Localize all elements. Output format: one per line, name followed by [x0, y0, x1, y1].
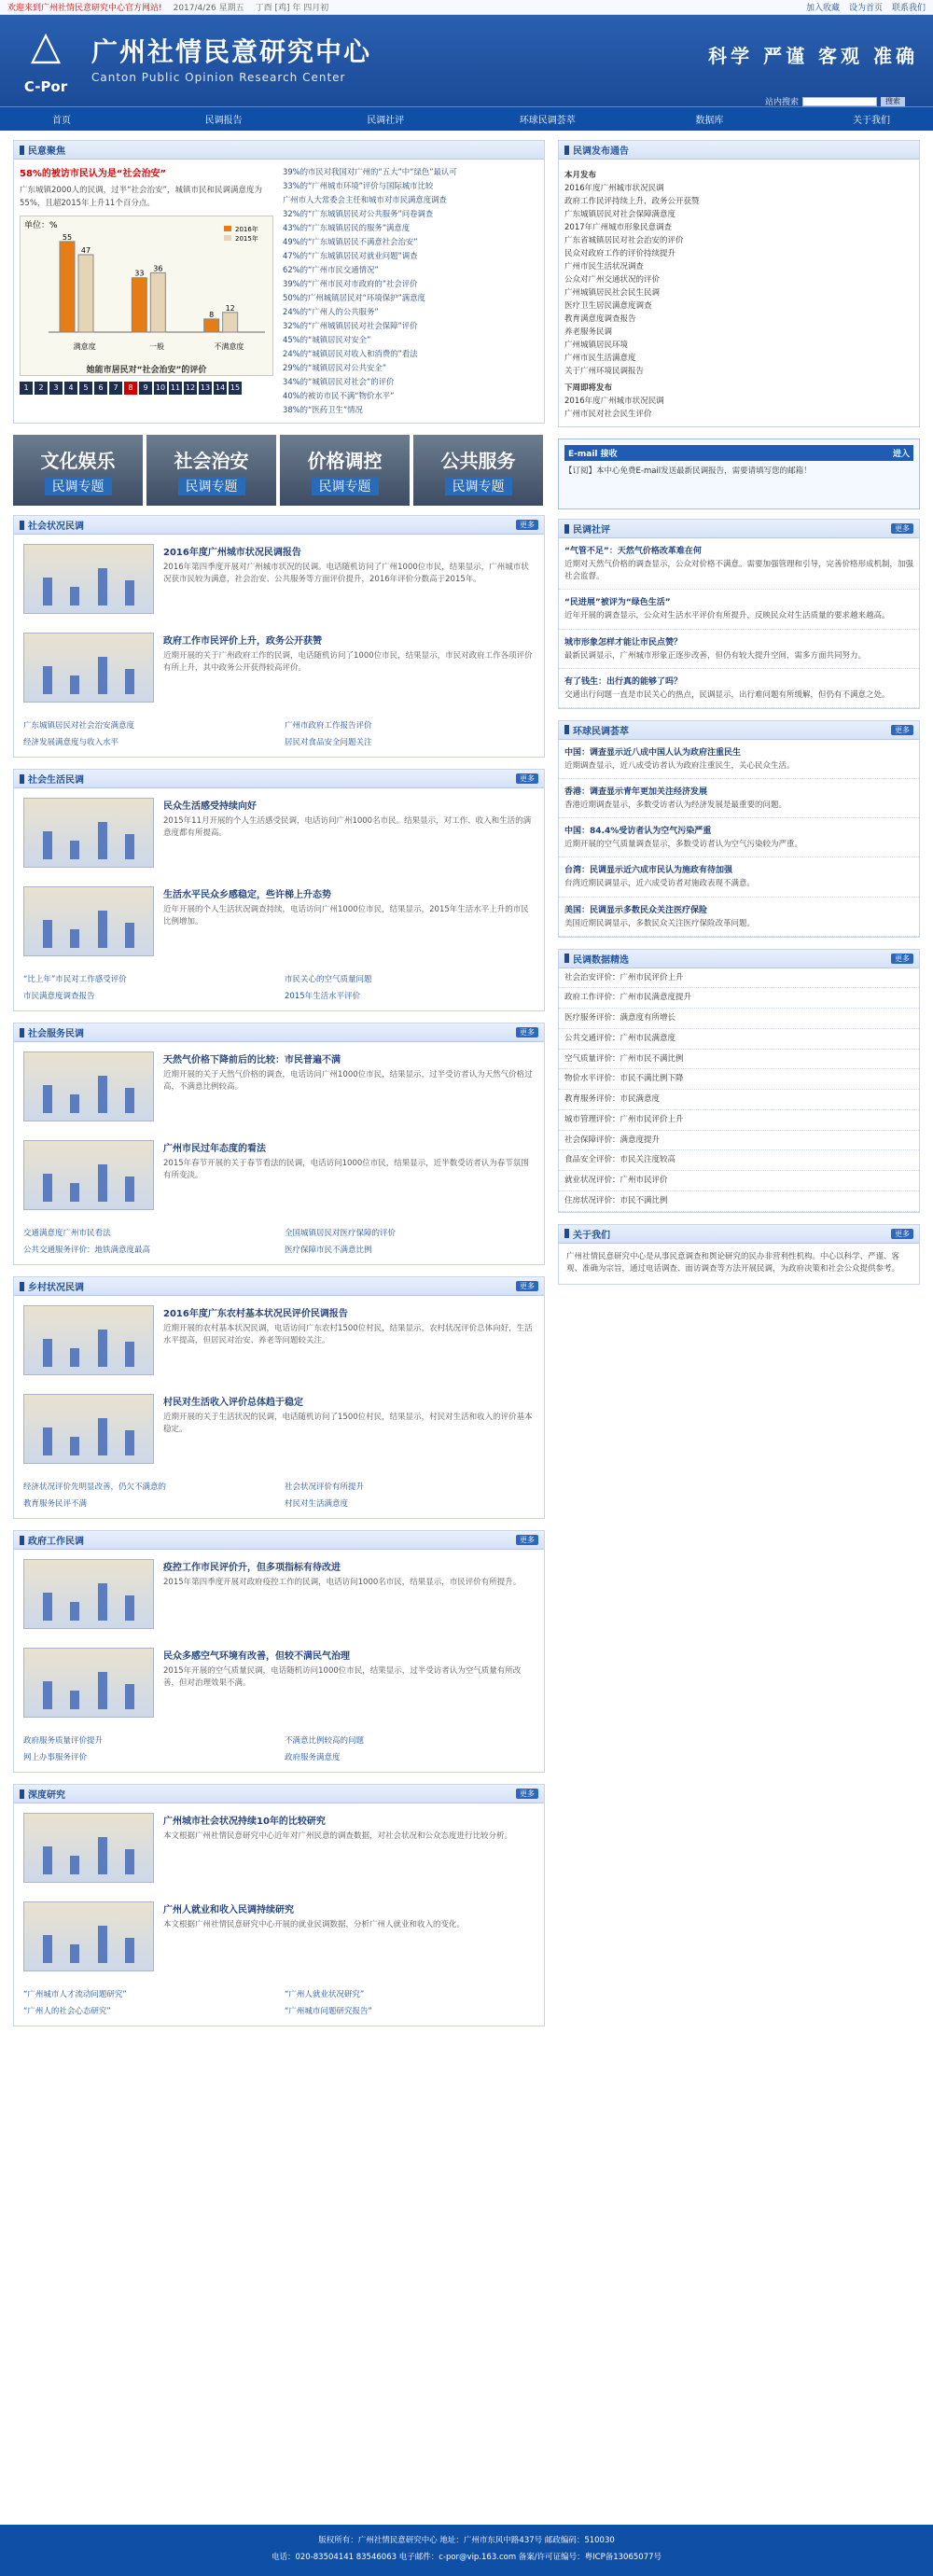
search-label: 站内搜索 — [764, 98, 799, 107]
publish-item[interactable]: 政府工作民评持续上升，政务公开获赞 — [564, 197, 700, 206]
email-desc: 【订阅】本中心免费E-mail发送最新民调报告，需要请填写您的邮箱！ — [564, 466, 812, 476]
side-column — [558, 140, 920, 2038]
global-item: 中国：调查显示近八成中国人认为政府注重民生 近期调查显示，近八成受访者认为政府注重民生，关心民众生活。 — [559, 740, 919, 779]
page-14[interactable]: 14 — [214, 382, 227, 395]
comment-item: “气管不足”：天然气价格改革难在何 近期对天然气价格的调查显示，公众对价格不满意。需要加强管理和引导，完善价格形成机制，加强社会监督。 — [559, 538, 919, 590]
category-label: 一般 — [149, 342, 164, 352]
article-title[interactable]: 2016年度广东农村基本状况民评价民调报告 — [163, 1309, 348, 1319]
section-links — [14, 1727, 544, 1772]
global-item: 香港：调查显示青年更加关注经济发展 香港近期调查显示，多数受访者认为经济发展是最重要的问题。 — [559, 779, 919, 818]
article-image — [23, 1140, 154, 1210]
more-button[interactable]: 更多 — [516, 520, 538, 530]
global-box — [558, 720, 920, 938]
article-image — [23, 1051, 154, 1121]
publish-title: 民调发布通告 — [564, 143, 629, 157]
nav-reports[interactable]: 民调报告 — [204, 116, 243, 126]
article-title[interactable]: 民众生活感受持续向好 — [163, 801, 257, 812]
section-link[interactable]: “广州人就业状况研究” — [285, 1990, 365, 1999]
banner-security[interactable]: 社会治安 民调专题 — [146, 435, 276, 506]
article-card — [14, 1385, 544, 1473]
weather-text: 丁酉 [鸡] 年 四月初 — [255, 4, 329, 13]
article-text — [163, 1140, 535, 1210]
section-links — [14, 1473, 544, 1518]
page-9[interactable]: 9 — [139, 382, 152, 395]
publish-item[interactable]: 广州市民生活状况调查 — [564, 262, 645, 272]
email-title: E-mail 接收 — [568, 450, 618, 459]
banner-culture[interactable]: 文化娱乐 民调专题 — [13, 435, 143, 506]
section-link[interactable]: 市民关心的空气质量问题 — [285, 975, 372, 984]
banner-public[interactable]: 公共服务 民调专题 — [413, 435, 543, 506]
section-title: 社会生活民调 — [20, 772, 84, 786]
section-link[interactable]: 经济状况评价先明显改善，仍欠不满意的 — [23, 1483, 167, 1492]
article-card — [14, 1638, 544, 1727]
section-link[interactable]: “广州人的社会心态研究” — [23, 2007, 111, 2016]
focus-content — [14, 160, 544, 423]
global-header — [559, 721, 919, 740]
article-title[interactable]: 政府工作市民评价上升，政务公开获赞 — [163, 636, 322, 647]
focus-section — [13, 140, 545, 424]
data-item[interactable]: 住房状况评价：市民不满比例 — [559, 1191, 919, 1212]
publish-item[interactable]: 广东城镇居民对社会保障满意度 — [564, 210, 676, 219]
focus-list-item[interactable]: 49%的“广东城镇居民不满意社会治安” — [283, 237, 418, 246]
nav-global[interactable]: 环球民调荟萃 — [519, 116, 576, 126]
data-item[interactable]: 社会治安评价：广州市民评价上升 — [559, 968, 919, 989]
nav-home[interactable]: 首页 — [52, 116, 71, 126]
data-label: 8 — [209, 311, 215, 320]
section-link[interactable]: 市民满意度调查报告 — [23, 992, 95, 1001]
focus-list-item[interactable]: 40%的被访市民不满“物价水平” — [283, 391, 395, 400]
section-header — [14, 1531, 544, 1550]
footer-line-2: 电话：020-83504141 83546063 电子邮件：c-por@vip.163.com 备案/许可证编号：粤ICP备13065077号 — [271, 2553, 662, 2562]
article-text — [163, 544, 535, 614]
section-3 — [13, 1276, 545, 1519]
footer — [0, 2525, 933, 2576]
article-text — [163, 633, 535, 703]
focus-list-item[interactable]: 45%的“城镇居民对安全” — [283, 335, 371, 344]
section-links — [14, 712, 544, 757]
about-text: 广州社情民意研究中心是从事民意调查和舆论研究的民办非营利性机构。中心以科学、严谨、客观、准确为宗旨，通过电话调查、面访调查等方法开展民调，为政府决策和社会公众提供参考。 — [566, 1251, 900, 1274]
nav-comments[interactable]: 民调社评 — [367, 116, 405, 126]
page-3[interactable]: 3 — [49, 382, 63, 395]
data-label: 55 — [62, 233, 73, 243]
section-header — [14, 770, 544, 788]
publish-box — [558, 140, 920, 427]
section-links — [14, 1219, 544, 1264]
article-title[interactable]: 村民对生活收入评价总体趋于稳定 — [163, 1398, 303, 1408]
data-label: 33 — [134, 269, 145, 278]
data-item[interactable]: 医疗服务评价：满意度有所增长 — [559, 1009, 919, 1029]
comment-title: 民调社评 — [564, 522, 610, 536]
nav-database[interactable]: 数据库 — [695, 116, 724, 126]
article-image — [23, 1648, 154, 1718]
focus-list-item[interactable]: 34%的“城镇居民对社会”的评价 — [283, 377, 395, 386]
article-image — [23, 1901, 154, 1971]
data-box — [558, 949, 920, 1213]
section-link[interactable]: 政府服务质量评价提升 — [23, 1736, 104, 1746]
logo-mark-icon: △ — [30, 22, 62, 68]
banner-price[interactable]: 价格调控 民调专题 — [280, 435, 410, 506]
focus-list-item[interactable]: 38%的“医药卫生”情况 — [283, 405, 363, 414]
focus-list-item[interactable]: 32%的“广州城镇居民对社会保障”评价 — [283, 321, 418, 330]
publish-subhead: 本月发布 — [564, 171, 597, 180]
focus-desc: 广东城镇2000人的民调，过半“社会治安”，城镇市民和民调满意度为55%，且超2015年上升11个百分点。 — [20, 186, 262, 208]
section-5 — [13, 1784, 545, 2026]
bar — [78, 255, 93, 332]
article-summary: 2015年开展的空气质量民调，电话随机访问1000位市民，结果显示，过半受访者认为空气质量有所改善，但对治理效果不满。 — [163, 1666, 522, 1689]
section-link[interactable]: 不满意比例较高的问题 — [285, 1736, 365, 1746]
page-7[interactable]: 7 — [109, 382, 122, 395]
article-card — [14, 535, 544, 623]
header — [0, 15, 933, 106]
data-label: 36 — [153, 264, 163, 273]
slogan: 科学 严谨 客观 准确 — [708, 45, 918, 67]
article-summary: 近年开展的个人生活状况调查持续，电话访问广州1000位市民，结果显示，2015年生活水平上升的市民比例增加。 — [163, 905, 529, 927]
focus-list-item[interactable]: 39%的“广州市民对市政府的”社会评价 — [283, 279, 418, 288]
publish-item[interactable]: 广州城镇居民社会民生民调 — [564, 288, 661, 298]
more-button[interactable]: 更多 — [891, 523, 913, 534]
publish-item[interactable]: 公众对广州交通状况的评价 — [564, 275, 661, 285]
publish-item[interactable]: 2017年广州城市形象民意调查 — [564, 223, 673, 232]
section-1 — [13, 769, 545, 1011]
focus-lead: 58%的被访市民认为是“社会治安” — [20, 169, 167, 179]
focus-list-item[interactable]: 29%的“城镇居民对公共安全” — [283, 363, 387, 372]
article-summary: 近期开展的关于广州政府工作的民调，电话随机访问了1000位市民，结果显示，市民对政府工作各项评价有所上升，其中政务公开获得较高评价。 — [163, 651, 533, 674]
bar — [132, 278, 146, 332]
page-8[interactable]: 8 — [124, 382, 137, 395]
publish-item[interactable]: 2016年度广州城市状况民调 — [564, 184, 664, 193]
article-text — [163, 1813, 535, 1883]
chart-caption: 她能市居民对“社会治安”的评价 — [86, 366, 207, 376]
section-link[interactable]: “比上年”市民对工作感受评价 — [23, 975, 127, 984]
site-title: 广州社情民意研究中心 — [91, 36, 372, 67]
section-link[interactable]: 广州市政府工作报告评价 — [285, 721, 372, 731]
focus-header — [14, 141, 544, 160]
page-12[interactable]: 12 — [184, 382, 197, 395]
section-link[interactable]: 广东城镇居民对社会治安满意度 — [23, 721, 135, 731]
article-summary: 2016年第四季度开展对广州城市状况的民调。电话随机访问了广州1000位市民，结果显示，广州城市状况获市民较为满意，社会治安、公共服务等方面评价提升，2016年评价分数高于2015年。 — [163, 563, 529, 585]
nav-about[interactable]: 关于我们 — [852, 116, 890, 126]
focus-chart — [20, 216, 273, 376]
more-button[interactable]: 更多 — [516, 1535, 538, 1545]
article-image — [23, 1559, 154, 1629]
publish-item[interactable]: 广州市民对社会民生评价 — [564, 410, 652, 419]
focus-list-item[interactable]: 24%的“城镇居民对收入和消费的”看法 — [283, 349, 418, 358]
publish-item[interactable]: 广州市民生活满意度 — [564, 354, 636, 363]
section-header — [14, 1785, 544, 1803]
article-image — [23, 886, 154, 956]
section-link[interactable]: 村民对生活满意度 — [285, 1499, 349, 1509]
comment-item: 有了钱生：出行真的能够了吗？ 交通出行问题一直是市民关心的热点，民调显示，出行难问题有所缓解，但仍有不满意之处。 — [559, 669, 919, 708]
welcome-text: 欢迎来到广州社情民意研究中心官方网站! — [7, 4, 162, 13]
section-link[interactable]: 医疗保障市民不满意比例 — [285, 1246, 372, 1255]
email-box — [558, 439, 920, 509]
article-image — [23, 798, 154, 868]
focus-list-item[interactable]: 62%的“广州市民交通情况” — [283, 265, 379, 274]
section-title: 乡村状况民调 — [20, 1279, 84, 1293]
focus-list-item[interactable]: 24%的“广州人的公共服务” — [283, 307, 379, 316]
article-card — [14, 1042, 544, 1131]
page-11[interactable]: 11 — [169, 382, 182, 395]
page-2[interactable]: 2 — [35, 382, 48, 395]
main-nav — [0, 106, 933, 131]
section-title: 深度研究 — [20, 1787, 65, 1801]
focus-title: 民意聚焦 — [20, 143, 65, 157]
logo — [13, 22, 78, 97]
section-4 — [13, 1530, 545, 1773]
article-title[interactable]: 天然气价格下降前后的比较：市民普遍不满 — [163, 1055, 341, 1065]
comment-item: “民进展”被评为“绿色生活” 近年开展的调查显示，公众对生活水平评价有所提升，反映民众对生活质量的要求越来越高。 — [559, 590, 919, 629]
data-item[interactable]: 公共交通评价：广州市民满意度 — [559, 1029, 919, 1050]
about-box — [558, 1224, 920, 1285]
page-4[interactable]: 4 — [64, 382, 77, 395]
section-link[interactable]: “广州城市问题研究报告” — [285, 2007, 372, 2016]
section-link[interactable]: 全国城镇居民对医疗保障的评价 — [285, 1229, 397, 1238]
focus-list-item[interactable]: 50%的广州城镇居民对“环境保护”满意度 — [283, 293, 425, 302]
bar — [60, 242, 75, 332]
focus-list-item[interactable]: 广州市人大常委会主任和城市对市民满意度调查 — [283, 195, 447, 204]
article-text — [163, 1559, 535, 1629]
focus-list — [283, 165, 538, 417]
article-card — [14, 623, 544, 712]
category-label: 满意度 — [73, 342, 96, 352]
section-header — [14, 516, 544, 535]
more-button[interactable]: 更多 — [516, 1789, 538, 1799]
more-button[interactable]: 更多 — [891, 725, 913, 735]
publish-item[interactable]: 广州城镇居民环境 — [564, 341, 629, 350]
focus-list-item[interactable]: 39%的市民对我国对广州的“五大”中“绿色”最认可 — [283, 167, 457, 176]
article-summary: 近期开展的关于天然气价格的调查，电话访问广州1000位市民，结果显示，过半受访者认为天然气价格过高，不满意比例较高。 — [163, 1070, 533, 1093]
section-links — [14, 966, 544, 1010]
section-link[interactable]: 2015年生活水平评价 — [285, 992, 361, 1001]
y-label: 单位：% — [24, 221, 58, 231]
global-title: 环球民调荟萃 — [564, 723, 629, 737]
global-item: 中国：84.4%受访者认为空气污染严重 近期开展的空气质量调查显示，多数受访者认为空气污染较为严重。 — [559, 818, 919, 857]
data-item[interactable]: 就业状况评价：广州市民评价 — [559, 1171, 919, 1191]
data-label: 12 — [225, 303, 235, 313]
page-13[interactable]: 13 — [199, 382, 212, 395]
article-card — [14, 1550, 544, 1638]
bar — [223, 313, 238, 332]
more-button[interactable]: 更多 — [516, 1281, 538, 1291]
publish-item[interactable]: 关于广州环境民调报告 — [564, 367, 645, 376]
article-image — [23, 633, 154, 703]
site-title-group — [91, 32, 371, 84]
section-header — [14, 1277, 544, 1296]
article-card — [14, 1892, 544, 1981]
article-text — [163, 1394, 535, 1464]
article-text — [163, 798, 535, 868]
global-item: 美国：民调显示多数民众关注医疗保险 美国近期民调显示，多数民众关注医疗保险改革问题。 — [559, 898, 919, 937]
email-enter-button[interactable]: 进入 — [892, 450, 910, 459]
global-item: 台湾：民调显示近六成市民认为施政有待加强 台湾近期民调显示，近六成受访者对施政表现不满意。 — [559, 857, 919, 897]
section-0 — [13, 515, 545, 758]
page-10[interactable]: 10 — [154, 382, 167, 395]
article-title[interactable]: 民众多感空气环境有改善，但较不满民气治理 — [163, 1651, 350, 1662]
section-link[interactable]: 公共交通服务评价：地铁满意度最高 — [23, 1246, 151, 1255]
article-summary: 2015年第四季度开展对政府疫控工作的民调，电话访问1000名市民，结果显示，市民评价有所提升。 — [163, 1578, 522, 1587]
article-image — [23, 1305, 154, 1375]
page-1[interactable]: 1 — [20, 382, 33, 395]
section-title: 政府工作民调 — [20, 1533, 84, 1547]
data-item[interactable]: 政府工作评价：广州市民满意度提升 — [559, 988, 919, 1009]
main-column — [13, 140, 545, 2038]
focus-list-item[interactable]: 43%的“广东城镇居民的服务”满意度 — [283, 223, 411, 232]
article-summary: 本文根据广州社情民意研究中心开展的就业民调数据，分析广州人就业和收入的变化。 — [163, 1920, 466, 1929]
data-item[interactable]: 教育服务评价：市民满意度 — [559, 1090, 919, 1110]
section-title: 社会状况民调 — [20, 518, 84, 532]
article-summary: 近期开展的关于生活状况的民调，电话随机访问了1500位村民，结果显示，村民对生活和收入的评价基本稳定。 — [163, 1413, 533, 1435]
contact-link[interactable]: 联系我们 — [891, 4, 926, 13]
publish-item[interactable]: 2016年度广州城市状况民调 — [564, 397, 664, 406]
article-text — [163, 1305, 535, 1375]
data-header — [559, 950, 919, 968]
article-title[interactable]: 广州城市社会状况持续10年的比较研究 — [163, 1817, 326, 1827]
article-summary: 近期开展的农村基本状况民调，电话访问广东农村1500位村民，结果显示，农村状况评价总体向好，生活水平提高，但居民对治安、养老等问题较关注。 — [163, 1324, 533, 1346]
set-homepage-link[interactable]: 设为首页 — [848, 4, 883, 13]
publish-item[interactable]: 医疗卫生居民满意度调查 — [564, 301, 652, 311]
data-item[interactable]: 食品安全评价：市民关注度较高 — [559, 1150, 919, 1171]
logo-text: C-Por — [23, 78, 68, 95]
publish-item[interactable]: 教育满意度调查报告 — [564, 314, 636, 324]
section-link[interactable]: 网上办事服务评价 — [23, 1753, 88, 1762]
article-text — [163, 1051, 535, 1121]
legend-label: 2015年 — [235, 235, 258, 244]
publish-subhead: 下周即将发布 — [564, 383, 613, 393]
section-links — [14, 1981, 544, 2026]
more-button[interactable]: 更多 — [516, 1027, 538, 1037]
article-title[interactable]: 生活水平民众乡感稳定，些许梯上升态势 — [163, 890, 331, 900]
data-item[interactable]: 物价水平评价：市民不满比例下降 — [559, 1069, 919, 1090]
article-title[interactable]: 广州人就业和收入民调持续研究 — [163, 1905, 294, 1915]
legend-swatch — [224, 235, 231, 241]
data-item[interactable]: 社会保障评价：满意度提升 — [559, 1131, 919, 1151]
article-card — [14, 1131, 544, 1219]
section-link[interactable]: 交通满意度广州市民看法 — [23, 1229, 111, 1238]
bar — [204, 319, 219, 332]
about-title: 关于我们 — [564, 1227, 610, 1241]
page-6[interactable]: 6 — [94, 382, 107, 395]
article-image — [23, 544, 154, 614]
section-link[interactable]: 经济发展满意度与收入水平 — [23, 738, 119, 747]
content-wrapper — [0, 131, 933, 2038]
article-image — [23, 1394, 154, 1464]
site-search — [765, 95, 905, 107]
section-link[interactable]: 社会状况评价有所提升 — [285, 1483, 365, 1492]
data-title: 民调数据精选 — [564, 952, 629, 966]
search-input[interactable] — [802, 97, 877, 106]
site-subtitle: Canton Public Opinion Research Center — [91, 71, 346, 84]
data-label: 47 — [80, 246, 91, 256]
article-card — [14, 1296, 544, 1385]
article-card — [14, 877, 544, 966]
add-favorite-link[interactable]: 加入收藏 — [805, 4, 840, 13]
article-title[interactable]: 广州市民过年态度的看法 — [163, 1144, 266, 1154]
article-title[interactable]: 疫控工作市民评价升，但多项指标有待改进 — [163, 1563, 341, 1573]
article-card — [14, 1803, 544, 1892]
article-text — [163, 886, 535, 956]
data-item[interactable]: 空气质量评价：广州市民不满比例 — [559, 1050, 919, 1070]
section-link[interactable]: 居民对食品安全问题关注 — [285, 738, 372, 747]
section-header — [14, 1023, 544, 1042]
legend-swatch — [224, 226, 231, 231]
top-bar — [0, 0, 933, 15]
article-summary: 本文根据广州社情民意研究中心近年对广州民意的调查数据，对社会状况和公众态度进行比较分析。 — [163, 1831, 513, 1841]
data-item[interactable]: 城市管理评价：广州市民评价上升 — [559, 1110, 919, 1131]
more-button[interactable]: 更多 — [891, 954, 913, 964]
comment-box — [558, 519, 920, 709]
page-15[interactable]: 15 — [229, 382, 242, 395]
category-label: 不满意度 — [214, 342, 244, 352]
comment-item: 城市形象怎样才能让市民点赞？ 最新民调显示，广州城市形象正逐步改善，但仍有较大提升空间，需多方面共同努力。 — [559, 630, 919, 669]
publish-item[interactable]: 广东省城镇居民对社会治安的评价 — [564, 236, 684, 245]
banner-row — [13, 435, 545, 506]
more-button[interactable]: 更多 — [516, 773, 538, 784]
about-header — [559, 1225, 919, 1244]
search-button[interactable]: 搜索 — [881, 97, 905, 106]
focus-list-item[interactable]: 47%的“广东城镇居民对就业问题”调查 — [283, 251, 418, 260]
section-2 — [13, 1023, 545, 1265]
date-text: 2017/4/26 星期五 — [173, 4, 244, 13]
section-link[interactable]: “广州城市人才流动问题研究” — [23, 1990, 127, 1999]
publish-item[interactable]: 养老服务民调 — [564, 327, 613, 337]
article-image — [23, 1813, 154, 1883]
article-text — [163, 1901, 535, 1971]
more-button[interactable]: 更多 — [891, 1229, 913, 1239]
article-text — [163, 1648, 535, 1718]
article-card — [14, 788, 544, 877]
page-5[interactable]: 5 — [79, 382, 92, 395]
publish-item[interactable]: 民众对政府工作的评价持续提升 — [564, 249, 676, 258]
article-summary: 2015年春节开展的关于春节看法的民调，电话访问1000位市民，结果显示，近半数受访者认为春节氛围有所变淡。 — [163, 1159, 529, 1181]
section-title: 社会服务民调 — [20, 1025, 84, 1039]
email-subscribe — [558, 439, 920, 509]
article-summary: 2015年11月开展的个人生活感受民调，电话访问广州1000名市民。结果显示，对工作、收入和生活的满意度都有所提高。 — [163, 816, 532, 839]
legend-label: 2016年 — [235, 226, 258, 234]
article-title[interactable]: 2016年度广州城市状况民调报告 — [163, 548, 301, 558]
focus-pagination — [20, 382, 273, 395]
bar — [150, 273, 165, 333]
comment-header — [559, 520, 919, 538]
section-link[interactable]: 政府服务满意度 — [285, 1753, 341, 1762]
publish-header — [559, 141, 919, 160]
footer-line-1: 版权所有：广州社情民意研究中心 地址：广州市东风中路437号 邮政编码：510030 — [318, 2536, 615, 2545]
focus-left — [20, 165, 273, 417]
focus-list-item[interactable]: 33%的“广州城市环境”评价与国际城市比较 — [283, 181, 434, 190]
focus-list-item[interactable]: 32%的“广东城镇居民对公共服务”问卷调查 — [283, 209, 434, 218]
section-link[interactable]: 教育服务民评不满 — [23, 1499, 88, 1509]
